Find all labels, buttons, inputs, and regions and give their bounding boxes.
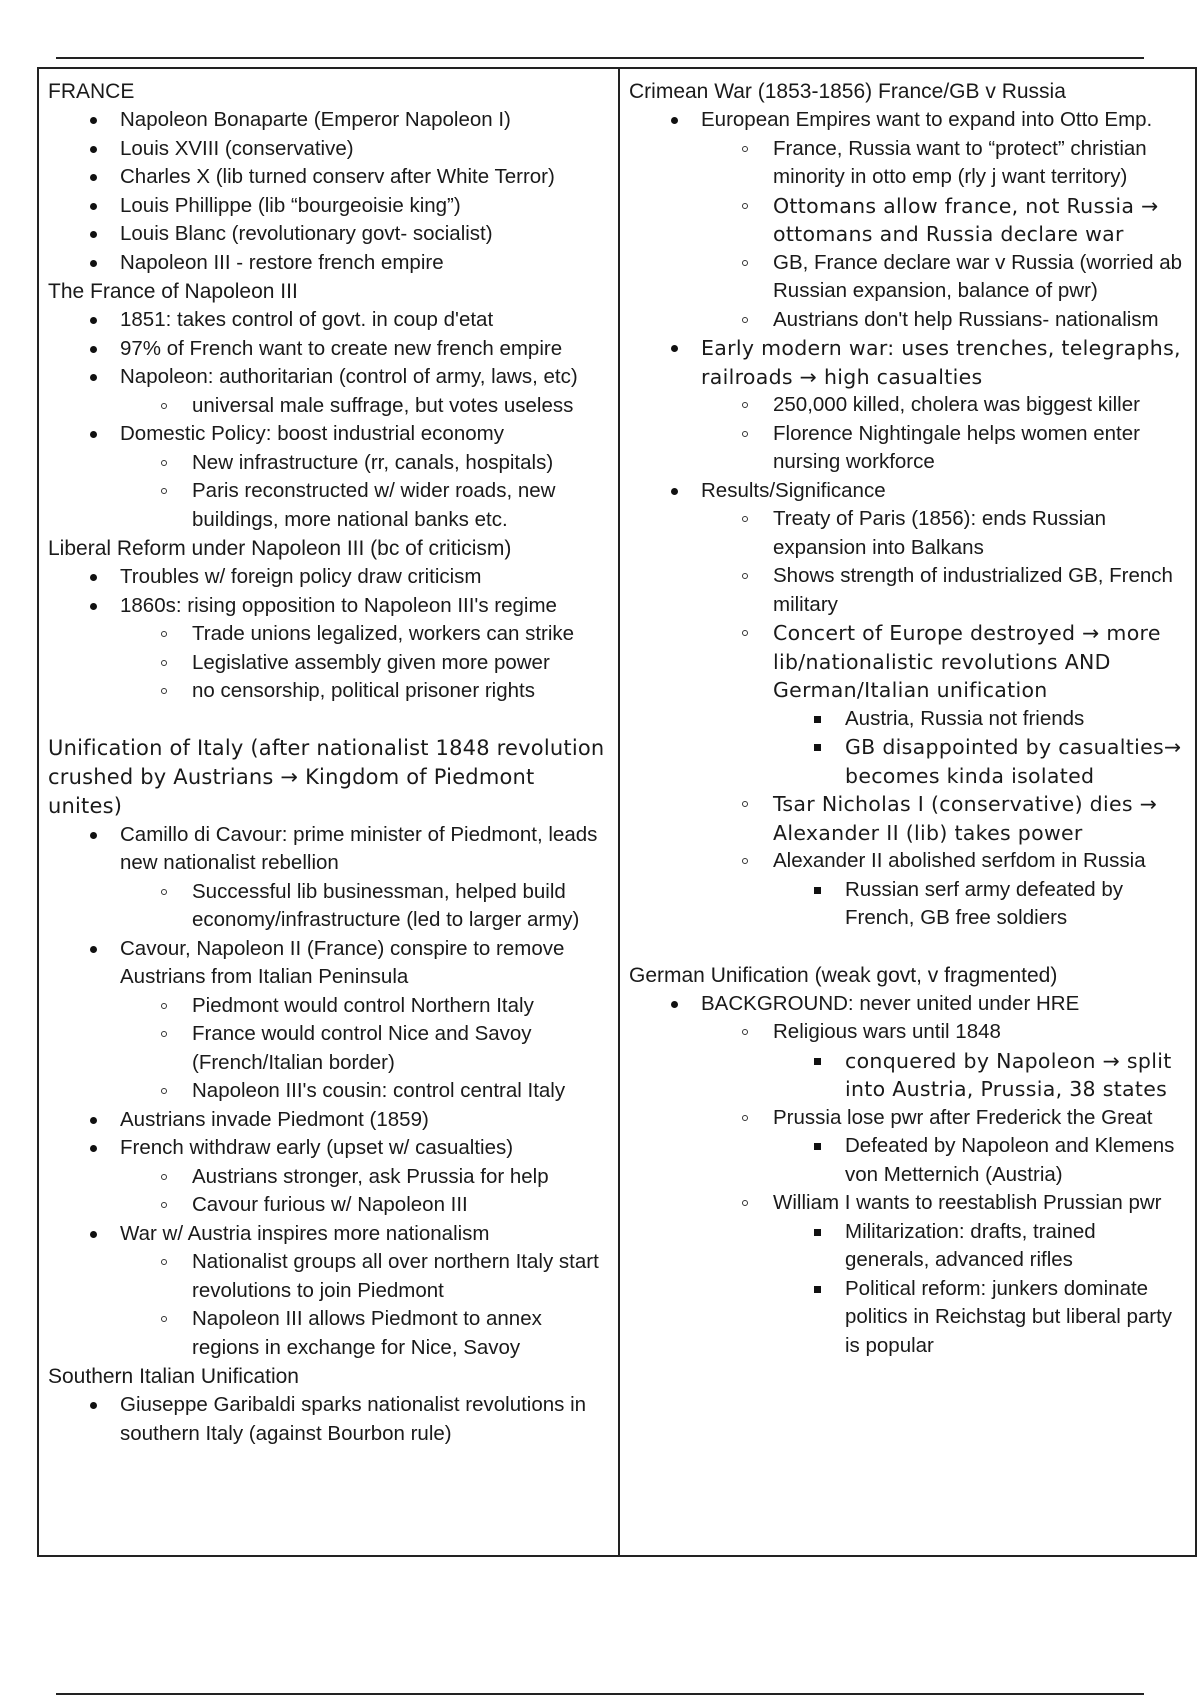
list-item: Giuseppe Garibaldi sparks nationalist revolutions in southern Italy (against Bourbon rule) xyxy=(48,1391,608,1448)
notes-table xyxy=(37,67,1197,1557)
circle-bullet-icon xyxy=(161,1316,167,1322)
list-item: Early modern war: uses trenches, telegraphs, railroads → high casualties xyxy=(629,334,1185,391)
list-item: Results/Significance xyxy=(629,477,1185,506)
list-item: Trade unions legalized, workers can strike xyxy=(48,620,608,649)
square-bullet-icon xyxy=(814,716,821,723)
circle-bullet-icon xyxy=(742,431,748,437)
circle-bullet-icon xyxy=(742,146,748,152)
list-item: no censorship, political prisoner rights xyxy=(48,677,608,706)
list-item: Paris reconstructed w/ wider roads, new buildings, more national banks etc. xyxy=(48,477,608,534)
list-item: Treaty of Paris (1856): ends Russian expansion into Balkans xyxy=(629,505,1185,562)
list-item: Alexander II abolished serfdom in Russia xyxy=(629,847,1185,876)
circle-bullet-icon xyxy=(161,1202,167,1208)
bullet-icon xyxy=(90,174,97,181)
spacer xyxy=(629,933,1185,961)
bottom-rule xyxy=(56,1693,1144,1695)
list-item: Political reform: junkers dominate politics in Reichstag but liberal party is popular xyxy=(629,1275,1185,1361)
list-item: War w/ Austria inspires more nationalism xyxy=(48,1220,608,1249)
list-item: Austria, Russia not friends xyxy=(629,705,1185,734)
list-item: Napoleon: authoritarian (control of army, laws, etc) xyxy=(48,363,608,392)
list-item: Austrians stronger, ask Prussia for help xyxy=(48,1163,608,1192)
spacer xyxy=(48,706,608,734)
circle-bullet-icon xyxy=(161,1174,167,1180)
list-item: GB disappointed by casualties→ becomes kinda isolated xyxy=(629,733,1185,790)
list-item: Russian serf army defeated by French, GB free soldiers xyxy=(629,876,1185,933)
reform-list xyxy=(48,563,608,706)
list-item: Cavour, Napoleon II (France) conspire to remove Austrians from Italian Peninsula xyxy=(48,935,608,992)
list-item: Prussia lose pwr after Frederick the Great xyxy=(629,1104,1185,1133)
circle-bullet-icon xyxy=(161,1088,167,1094)
list-item: Troubles w/ foreign policy draw criticism xyxy=(48,563,608,592)
circle-bullet-icon xyxy=(742,858,748,864)
south-list xyxy=(48,1391,608,1448)
square-bullet-icon xyxy=(814,744,821,751)
list-item: European Empires want to expand into Otto Emp. xyxy=(629,106,1185,135)
list-item: William I wants to reestablish Prussian pwr xyxy=(629,1189,1185,1218)
circle-bullet-icon xyxy=(161,660,167,666)
list-item: Austrians invade Piedmont (1859) xyxy=(48,1106,608,1135)
list-item: Austrians don't help Russians- nationalism xyxy=(629,306,1185,335)
bullet-icon xyxy=(90,146,97,153)
italy-list xyxy=(48,821,608,1363)
section-heading-german-unification: German Unification (weak govt, v fragmented) xyxy=(629,963,1058,987)
circle-bullet-icon xyxy=(742,1029,748,1035)
list-item: Piedmont would control Northern Italy xyxy=(48,992,608,1021)
circle-bullet-icon xyxy=(742,260,748,266)
list-item: universal male suffrage, but votes useless xyxy=(48,392,608,421)
bullet-icon xyxy=(90,574,97,581)
list-item: Cavour furious w/ Napoleon III xyxy=(48,1191,608,1220)
list-item: Louis Blanc (revolutionary govt- socialist) xyxy=(48,220,608,249)
list-item: Florence Nightingale helps women enter nursing workforce xyxy=(629,420,1185,477)
bullet-icon xyxy=(90,1145,97,1152)
bullet-icon xyxy=(90,1117,97,1124)
circle-bullet-icon xyxy=(742,516,748,522)
top-rule xyxy=(56,57,1144,59)
list-item: 97% of French want to create new french empire xyxy=(48,335,608,364)
list-item: Louis Phillippe (lib “bourgeoisie king”) xyxy=(48,192,608,221)
bullet-icon xyxy=(90,946,97,953)
napoleon3-list xyxy=(48,306,608,534)
bullet-icon xyxy=(90,260,97,267)
square-bullet-icon xyxy=(814,887,821,894)
square-bullet-icon xyxy=(814,1286,821,1293)
bullet-icon xyxy=(671,488,678,495)
list-item: Nationalist groups all over northern Italy start revolutions to join Piedmont xyxy=(48,1248,608,1305)
bullet-icon xyxy=(90,317,97,324)
list-item: Domestic Policy: boost industrial economy xyxy=(48,420,608,449)
france-rulers-list xyxy=(48,106,608,277)
section-heading-napoleon3: The France of Napoleon III xyxy=(48,280,298,303)
list-item: Napoleon III allows Piedmont to annex regions in exchange for Nice, Savoy xyxy=(48,1305,608,1362)
bullet-icon xyxy=(90,231,97,238)
circle-bullet-icon xyxy=(742,1200,748,1206)
list-item: Camillo di Cavour: prime minister of Piedmont, leads new nationalist rebellion xyxy=(48,821,608,878)
list-item: Militarization: drafts, trained generals, advanced rifles xyxy=(629,1218,1185,1275)
germany-list xyxy=(629,990,1185,1361)
list-item: 1860s: rising opposition to Napoleon III's regime xyxy=(48,592,608,621)
list-item: Tsar Nicholas I (conservative) dies → Alexander II (lib) takes power xyxy=(629,790,1185,847)
circle-bullet-icon xyxy=(742,317,748,323)
list-item: Shows strength of industrialized GB, French military xyxy=(629,562,1185,619)
circle-bullet-icon xyxy=(161,1031,167,1037)
list-item: Charles X (lib turned conserv after White Terror) xyxy=(48,163,608,192)
circle-bullet-icon xyxy=(742,630,748,636)
list-item: Louis XVIII (conservative) xyxy=(48,135,608,164)
list-item: Napoleon III - restore french empire xyxy=(48,249,608,278)
circle-bullet-icon xyxy=(161,403,167,409)
list-item: Napoleon Bonaparte (Emperor Napoleon I) xyxy=(48,106,608,135)
list-item: France would control Nice and Savoy (French/Italian border) xyxy=(48,1020,608,1077)
list-item: Successful lib businessman, helped build economy/infrastructure (led to larger army) xyxy=(48,878,608,935)
bullet-icon xyxy=(90,431,97,438)
bullet-icon xyxy=(90,1402,97,1409)
list-item: New infrastructure (rr, canals, hospitals) xyxy=(48,449,608,478)
circle-bullet-icon xyxy=(742,801,748,807)
list-item: GB, France declare war v Russia (worried ab Russian expansion, balance of pwr) xyxy=(629,249,1185,306)
section-heading-italy: Unification of Italy (after nationalist 1848 revolution crushed by Austrians → Kingdom of Piedmont unites) xyxy=(48,735,605,818)
bullet-icon xyxy=(90,832,97,839)
list-item: France, Russia want to “protect” christian minority in otto emp (rly j want territory) xyxy=(629,135,1185,192)
bullet-icon xyxy=(671,117,678,124)
bullet-icon xyxy=(90,1231,97,1238)
list-item: BACKGROUND: never united under HRE xyxy=(629,990,1185,1019)
list-item: Legislative assembly given more power xyxy=(48,649,608,678)
section-heading-liberal-reform: Liberal Reform under Napoleon III (bc of criticism) xyxy=(48,537,512,560)
circle-bullet-icon xyxy=(161,1003,167,1009)
section-heading-crimean-war: Crimean War (1853-1856) France/GB v Russia xyxy=(629,80,1066,103)
bullet-icon xyxy=(90,374,97,381)
bullet-icon xyxy=(90,346,97,353)
circle-bullet-icon xyxy=(161,889,167,895)
list-item: French withdraw early (upset w/ casualties) xyxy=(48,1134,608,1163)
bullet-icon xyxy=(671,345,678,352)
list-item: Defeated by Napoleon and Klemens von Metternich (Austria) xyxy=(629,1132,1185,1189)
bullet-icon xyxy=(90,117,97,124)
list-item: conquered by Napoleon → split into Austria, Prussia, 38 states xyxy=(629,1047,1185,1104)
circle-bullet-icon xyxy=(742,402,748,408)
list-item: Religious wars until 1848 xyxy=(629,1018,1185,1047)
crimean-list xyxy=(629,106,1185,933)
right-column xyxy=(620,69,1195,1555)
section-heading-southern-italy: Southern Italian Unification xyxy=(48,1365,299,1388)
list-item: Ottomans allow france, not Russia → ottomans and Russia declare war xyxy=(629,192,1185,249)
bullet-icon xyxy=(90,203,97,210)
circle-bullet-icon xyxy=(742,1115,748,1121)
circle-bullet-icon xyxy=(161,1259,167,1265)
circle-bullet-icon xyxy=(742,203,748,209)
square-bullet-icon xyxy=(814,1143,821,1150)
list-item: 1851: takes control of govt. in coup d'etat xyxy=(48,306,608,335)
circle-bullet-icon xyxy=(161,688,167,694)
bullet-icon xyxy=(671,1001,678,1008)
list-item: Napoleon III's cousin: control central Italy xyxy=(48,1077,608,1106)
circle-bullet-icon xyxy=(161,460,167,466)
square-bullet-icon xyxy=(814,1058,821,1065)
left-column xyxy=(39,69,620,1555)
circle-bullet-icon xyxy=(161,631,167,637)
square-bullet-icon xyxy=(814,1229,821,1236)
circle-bullet-icon xyxy=(161,488,167,494)
list-item: 250,000 killed, cholera was biggest killer xyxy=(629,391,1185,420)
circle-bullet-icon xyxy=(742,573,748,579)
section-heading-france: FRANCE xyxy=(48,80,135,103)
list-item: Concert of Europe destroyed → more lib/nationalistic revolutions AND German/Italian unification xyxy=(629,619,1185,705)
bullet-icon xyxy=(90,603,97,610)
